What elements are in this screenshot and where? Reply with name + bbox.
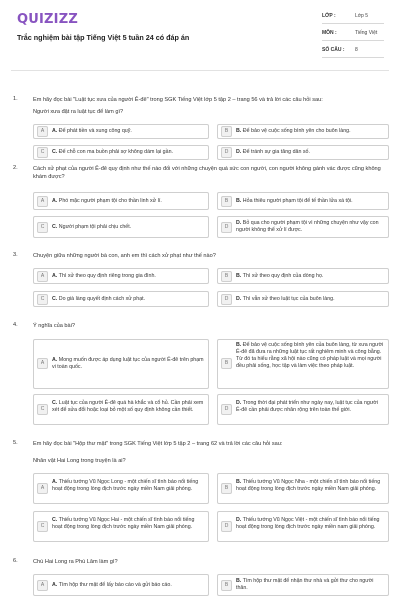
option-c[interactable] xyxy=(33,145,209,160)
option-text: B. Thì xử theo quy định của dòng họ. xyxy=(236,273,324,279)
option-text: C. Người phạm tội phải chịu chết. xyxy=(52,224,132,230)
option-letter: B xyxy=(221,483,232,494)
meta-value: Lớp 5 xyxy=(355,13,369,19)
option-text: D. Thiếu tướng Vũ Ngọc Việt - một chiến sĩ tình báo nổi tiếng hoạt động trong lòng địch trước ngày miền nam giải phóng. xyxy=(236,517,380,530)
option-letter: B xyxy=(221,358,232,369)
question-number: 1. xyxy=(13,96,18,102)
option-a[interactable] xyxy=(33,574,209,596)
question-subtext: Người xưa đặt ra luật tục để làm gì? xyxy=(33,109,124,115)
option-letter: D xyxy=(221,294,232,305)
option-b[interactable] xyxy=(217,124,389,139)
question-text: Chuyện giữa những người bà con, anh em thì cách xử phạt như thế nào? xyxy=(33,253,216,259)
option-letter: D xyxy=(221,521,232,532)
option-b[interactable] xyxy=(217,268,389,284)
option-letter: C xyxy=(37,147,48,158)
worksheet-title: Trắc nghiệm bài tập Tiếng Việt 5 tuần 24 có đáp án xyxy=(17,33,190,42)
question-text: Ý nghĩa của bài? xyxy=(33,323,75,329)
question-number: 6. xyxy=(13,558,18,564)
option-d[interactable] xyxy=(217,145,389,160)
question-number: 4. xyxy=(13,322,18,328)
option-text: A. Phó mặc người phạm tội cho thần linh xử lí. xyxy=(52,198,162,204)
meta-value: Tiếng Việt xyxy=(355,30,378,36)
option-letter: C xyxy=(37,222,48,233)
option-letter: C xyxy=(37,294,48,305)
option-text: C. Do già làng quyết định cách xử phạt. xyxy=(52,296,146,302)
question-text: Cách xử phạt của người Ê-đê quy định như thế nào đối với những chuyện quá sức con người, con người không gánh vác được cũng không khám được? xyxy=(33,166,381,180)
option-a[interactable] xyxy=(33,473,209,504)
option-text: A. Mong muốn được áp dụng luật tục của người Ê-đê trên phạm vi toàn quốc. xyxy=(52,357,204,370)
question-number: 5. xyxy=(13,440,18,446)
option-letter: A xyxy=(37,271,48,282)
option-text: D. Thì vẫn xử theo luật tục của buôn làng. xyxy=(236,296,335,302)
question-number: 3. xyxy=(13,252,18,258)
option-text: A. Thì xử theo quy định riêng trong gia đình. xyxy=(52,273,156,279)
meta-label: LỚP : xyxy=(322,13,336,19)
option-letter: D xyxy=(221,222,232,233)
meta-value: 8 xyxy=(355,47,358,53)
option-letter: A xyxy=(37,196,48,207)
option-a[interactable] xyxy=(33,192,209,210)
option-text: D. Để tránh sự gia tăng dân số. xyxy=(236,149,310,155)
option-text: A. Tìm hộp thư mật để lấy báo cáo và gửi báo cáo. xyxy=(52,582,172,588)
option-text: A. Để phát tiền và xung công quỹ. xyxy=(52,128,132,134)
option-letter: C xyxy=(37,404,48,415)
option-letter: A xyxy=(37,358,48,369)
option-d[interactable] xyxy=(217,394,389,425)
option-letter: D xyxy=(221,404,232,415)
meta-subject xyxy=(322,27,384,41)
question-text: Em hãy đọc bài "Luật tục xưa của người Ê-đê" trong SGK Tiếng Việt lớp 5 tập 2 – trang 56 và trả lời các câu hỏi sau: xyxy=(33,97,323,103)
option-text: B. Thiếu tướng Vũ Ngọc Nha - một chiến sĩ tình báo nổi tiếng hoạt động trong lòng địch trước ngày miền Nam giải phóng. xyxy=(236,479,381,492)
option-letter: B xyxy=(221,126,232,137)
question-text: Chú Hai Long ra Phú Lâm làm gì? xyxy=(33,559,118,565)
meta-question-count xyxy=(322,44,384,58)
option-text: B. Để bảo vệ cuộc sống bình yên cho buôn làng. xyxy=(236,128,351,134)
option-text: C. Thiếu tướng Vũ Ngọc Hai - một chiến sĩ tình báo nổi tiếng hoạt động trong lòng địch trước ngày miền Nam giải phóng. xyxy=(52,517,195,530)
option-a[interactable] xyxy=(33,268,209,284)
option-letter: B xyxy=(221,196,232,207)
header-divider xyxy=(11,70,389,71)
option-d[interactable] xyxy=(217,291,389,307)
question-text: Em hãy đọc bài "Hộp thư mật" trong SGK Tiếng Việt lớp 5 tập 2 – trang 62 và trả lời các câu hỏi sau: xyxy=(33,441,283,447)
option-text: B. Hỏa thiêu người phạm tội để tế thần lửa xá tội. xyxy=(236,198,353,204)
worksheet-header xyxy=(0,0,400,66)
option-c[interactable] xyxy=(33,291,209,307)
option-d[interactable] xyxy=(217,511,389,542)
option-text: C. Để chỗ con ma buồn phải sợ không dám lại gần. xyxy=(52,149,173,155)
quizizz-logo: QUIZIZZ xyxy=(17,12,78,27)
option-text: A. Thiếu tướng Vũ Ngọc Long - một chiến sĩ tình báo nổi tiếng hoạt động trong lòng địch trước ngày miền Nam giải phóng. xyxy=(52,479,199,492)
option-b[interactable] xyxy=(217,473,389,504)
option-b[interactable] xyxy=(217,574,389,596)
option-a[interactable] xyxy=(33,124,209,139)
option-text: B. Để bảo vệ cuộc sống bình yên của buôn làng, từ xưa người Ê-đê đã đưa ra những luật tục rất nghiêm minh và công bằng. Từ đó ta hiểu rằng xã hội nào cũng có pháp luật và mọi người đều phải sống, học tập và làm việc theo pháp luật. xyxy=(236,342,384,369)
option-letter: A xyxy=(37,580,48,591)
question-number: 2. xyxy=(13,165,18,171)
option-c[interactable] xyxy=(33,216,209,238)
option-letter: D xyxy=(221,147,232,158)
meta-label: SỐ CÂU : xyxy=(322,47,345,53)
option-letter: C xyxy=(37,521,48,532)
option-letter: B xyxy=(221,271,232,282)
option-letter: A xyxy=(37,126,48,137)
option-text: D. Bỏ qua cho người phạm tội vì những chuyện như vậy con người không thể xử lí được. xyxy=(236,220,379,233)
meta-class xyxy=(322,10,384,24)
option-d[interactable] xyxy=(217,216,389,238)
option-b[interactable] xyxy=(217,192,389,210)
option-text: D. Trong thời đại phát triển như ngày nay, luật tục của người Ê-đê cần phải được nhân rộng trên toàn thế giới. xyxy=(236,400,379,413)
option-letter: B xyxy=(221,580,232,591)
option-text: C. Luật tục của người Ê-đê quá hà khắc và cổ hủ. Cần phải xem xét để sửa đổi hoặc loại bỏ một số quy định không cần thiết. xyxy=(52,400,204,413)
question-subtext: Nhân vật Hai Long trong truyện là ai? xyxy=(33,458,126,464)
option-c[interactable] xyxy=(33,511,209,542)
meta-label: MÔN : xyxy=(322,30,337,36)
option-a[interactable] xyxy=(33,339,209,389)
option-b[interactable] xyxy=(217,339,389,389)
option-letter: A xyxy=(37,483,48,494)
option-text: B. Tìm hộp thư mật để nhận thư nhà và gửi thư cho người thân. xyxy=(236,578,374,591)
option-c[interactable] xyxy=(33,394,209,425)
